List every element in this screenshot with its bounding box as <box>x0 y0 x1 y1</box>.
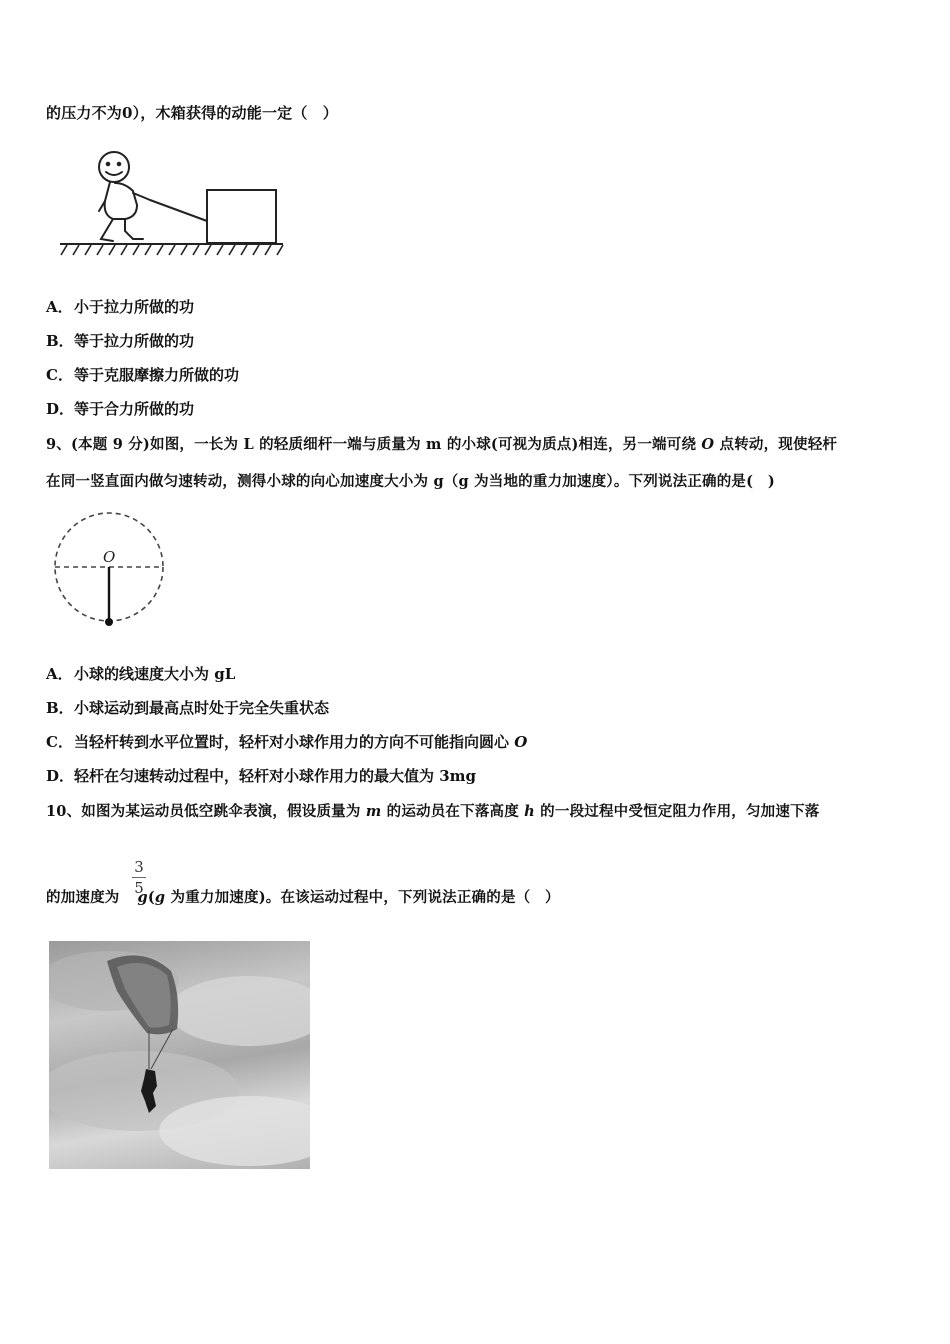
option-label: C． <box>46 366 73 384</box>
option-label: A． <box>46 665 73 683</box>
option-c-o: O <box>514 733 528 751</box>
option-text: 等于拉力所做的功 <box>74 332 195 350</box>
q9-option-c[interactable] <box>46 731 527 752</box>
q9-stem-line2: 在同一竖直面内做匀速转动，测得小球的向心加速度大小为 g（g 为当地的重力加速度）。下列说法正确的是( ) <box>46 473 775 490</box>
q9-stem-line1: 9、(本题 9 分)如图，一长为 L 的轻质细杆一端与质量为 m 的小球(可视为质点)相连，另一端可绕 O 点转动，现使轻杆 <box>46 436 838 453</box>
q8-option-b[interactable] <box>46 330 194 351</box>
q9-option-d[interactable] <box>46 765 476 786</box>
fraction-numerator: 3 <box>134 858 144 876</box>
option-label: C． <box>46 733 73 751</box>
option-text: 轻杆在匀速转动过程中，轻杆对小球作用力的最大值为 3mg <box>74 767 477 785</box>
option-label: D． <box>46 400 75 418</box>
fraction-denominator: 5 <box>134 879 144 897</box>
option-label: A． <box>46 298 73 316</box>
option-text: 小于拉力所做的功 <box>74 298 195 316</box>
option-text: 小球的线速度大小为 gL <box>74 665 236 683</box>
option-text: 小球运动到最高点时处于完全失重状态 <box>74 699 330 717</box>
option-text: 等于合力所做的功 <box>74 400 195 418</box>
option-label: D． <box>46 767 75 785</box>
option-text: 等于克服摩擦力所做的功 <box>74 366 240 384</box>
center-label: O <box>103 548 116 566</box>
q8-option-a[interactable] <box>46 296 194 317</box>
figure-rotating-rod <box>50 510 170 630</box>
q9-option-a[interactable] <box>46 663 235 684</box>
fraction-three-fifths <box>132 858 146 897</box>
q10-stem-line1: 10、如图为某运动员低空跳伞表演，假设质量为 m 的运动员在下落高度 h 的一段过程中受恒定阻力作用，匀加速下落 <box>46 803 820 820</box>
option-text: 当轻杆转到水平位置时，轻杆对小球作用力的方向不可能指向圆心 <box>74 733 515 751</box>
option-label: B． <box>46 332 74 350</box>
question-continuation: 的压力不为0），木箱获得的动能一定（ ） <box>46 104 338 122</box>
figure-person-pulling-box <box>55 145 290 270</box>
option-label: B． <box>46 699 74 717</box>
parachute-photo <box>49 941 310 1169</box>
q8-option-c[interactable] <box>46 364 239 385</box>
q9-option-b[interactable] <box>46 697 329 718</box>
q8-option-d[interactable] <box>46 398 194 419</box>
q10-stem-line2: 的加速度为 g(g 为重力加速度)。在该运动过程中，下列说法正确的是（ ） <box>46 889 560 906</box>
